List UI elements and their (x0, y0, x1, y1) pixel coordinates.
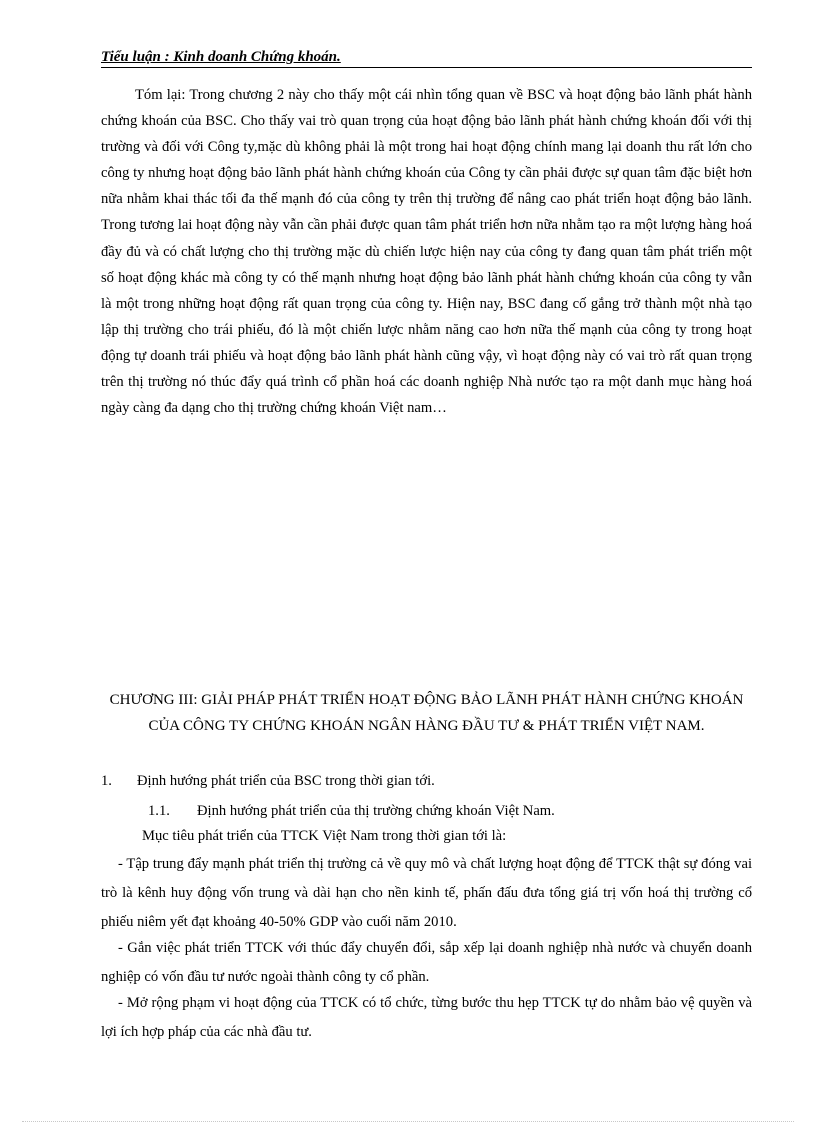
section-1-number: 1. (101, 773, 112, 789)
goal-item: - Tập trung đẩy mạnh phát triển thị trường cả về quy mô và chất lượng hoạt động để TTCK thật sự đóng vai trò là kênh huy động vốn trung và dài hạn cho nền kinh tế, phấn đấu đưa tổng giá trị vốn hoá thị trường cổ phiếu niêm yết đạt khoảng 40-50% GDP vào cuối năm 2010. (101, 856, 752, 930)
header-title: Tiểu luận : Kinh doanh Chứng khoán. (101, 49, 341, 65)
section-1-1-title: Định hướng phát triển của thị trường chứng khoán Việt Nam. (197, 803, 555, 819)
section-1-title: Định hướng phát triển của BSC trong thời gian tới. (137, 773, 435, 789)
goal-item: - Mở rộng phạm vi hoạt động của TTCK có tổ chức, từng bước thu hẹp TTCK tự do nhằm bảo vệ quyền và lợi ích hợp pháp của các nhà đầu tư. (101, 995, 752, 1040)
section-1-heading (101, 771, 752, 791)
goals-intro: Mục tiêu phát triển của TTCK Việt Nam trong thời gian tới là: (142, 828, 507, 844)
section-1-1-number: 1.1. (148, 803, 170, 819)
page-header (101, 48, 752, 68)
section-1-1-heading (148, 801, 752, 821)
chapter-title: CHƯƠNG III: GIẢI PHÁP PHÁT TRIỂN HOẠT ĐỘNG BẢO LÃNH PHÁT HÀNH CHỨNG KHOÁN CỦA CÔNG TY CHỨNG KHOÁN NGÂN HÀNG ĐẦU TƯ & PHÁT TRIỂN VIỆT NAM. (109, 692, 744, 734)
summary-paragraph: Tóm lại: Trong chương 2 này cho thấy một cái nhìn tổng quan về BSC và hoạt động bảo lãnh phát hành chứng khoán của BSC. Cho thấy vai trò quan trọng của hoạt động bảo lãnh phát hành chứng khoán đối với thị trường và đối với Công ty,mặc dù không phải là một trong hai hoạt động chính mang lại doanh thu rất lớn cho công ty nhưng hoạt động bảo lãnh phát hành chứng khoán của Công ty cần phải được sự quan tâm đặc biệt hơn nữa nhằm khai thác tối đa thế mạnh đó của công ty trên thị trường để nâng cao phát triển hoạt động bảo lãnh. Trong tương lai hoạt động này vẫn cần phải được quan tâm phát triển hơn nữa nhằm tạo ra một lượng hàng hoá đầy đủ và có chất lượng cho thị trường mặc dù chiến lược hiện nay của công ty đang quan tâm phát triển một số hoạt động khác mà công ty có thế mạnh nhưng hoạt động bảo lãnh phát hành chứng khoán của công ty vẫn là một trong những hoạt động rất quan trọng của công ty. Hiện nay, BSC đang cố gắng trở thành một nhà tạo lập thị trường cho trái phiếu, đó là một chiến lược nhằm năng cao hơn nữa thế mạnh của công ty trong hoạt động tự doanh trái phiếu và hoạt động bảo lãnh phát hành cũng vậy, vì hoạt động này có vai trò rất quan trọng trên thị trường nó thúc đẩy quá trình cổ phần hoá các doanh nghiệp Nhà nước tạo ra một danh mục hàng hoá ngày càng đa dạng cho thị trường chứng khoán Việt nam… (101, 87, 752, 417)
page-bottom-divider (22, 1121, 794, 1122)
goal-item: - Gắn việc phát triển TTCK với thúc đẩy chuyển đổi, sắp xếp lại doanh nghiệp nhà nước và chuyển doanh nghiệp có vốn đầu tư nước ngoài thành công ty cổ phần. (101, 940, 752, 985)
